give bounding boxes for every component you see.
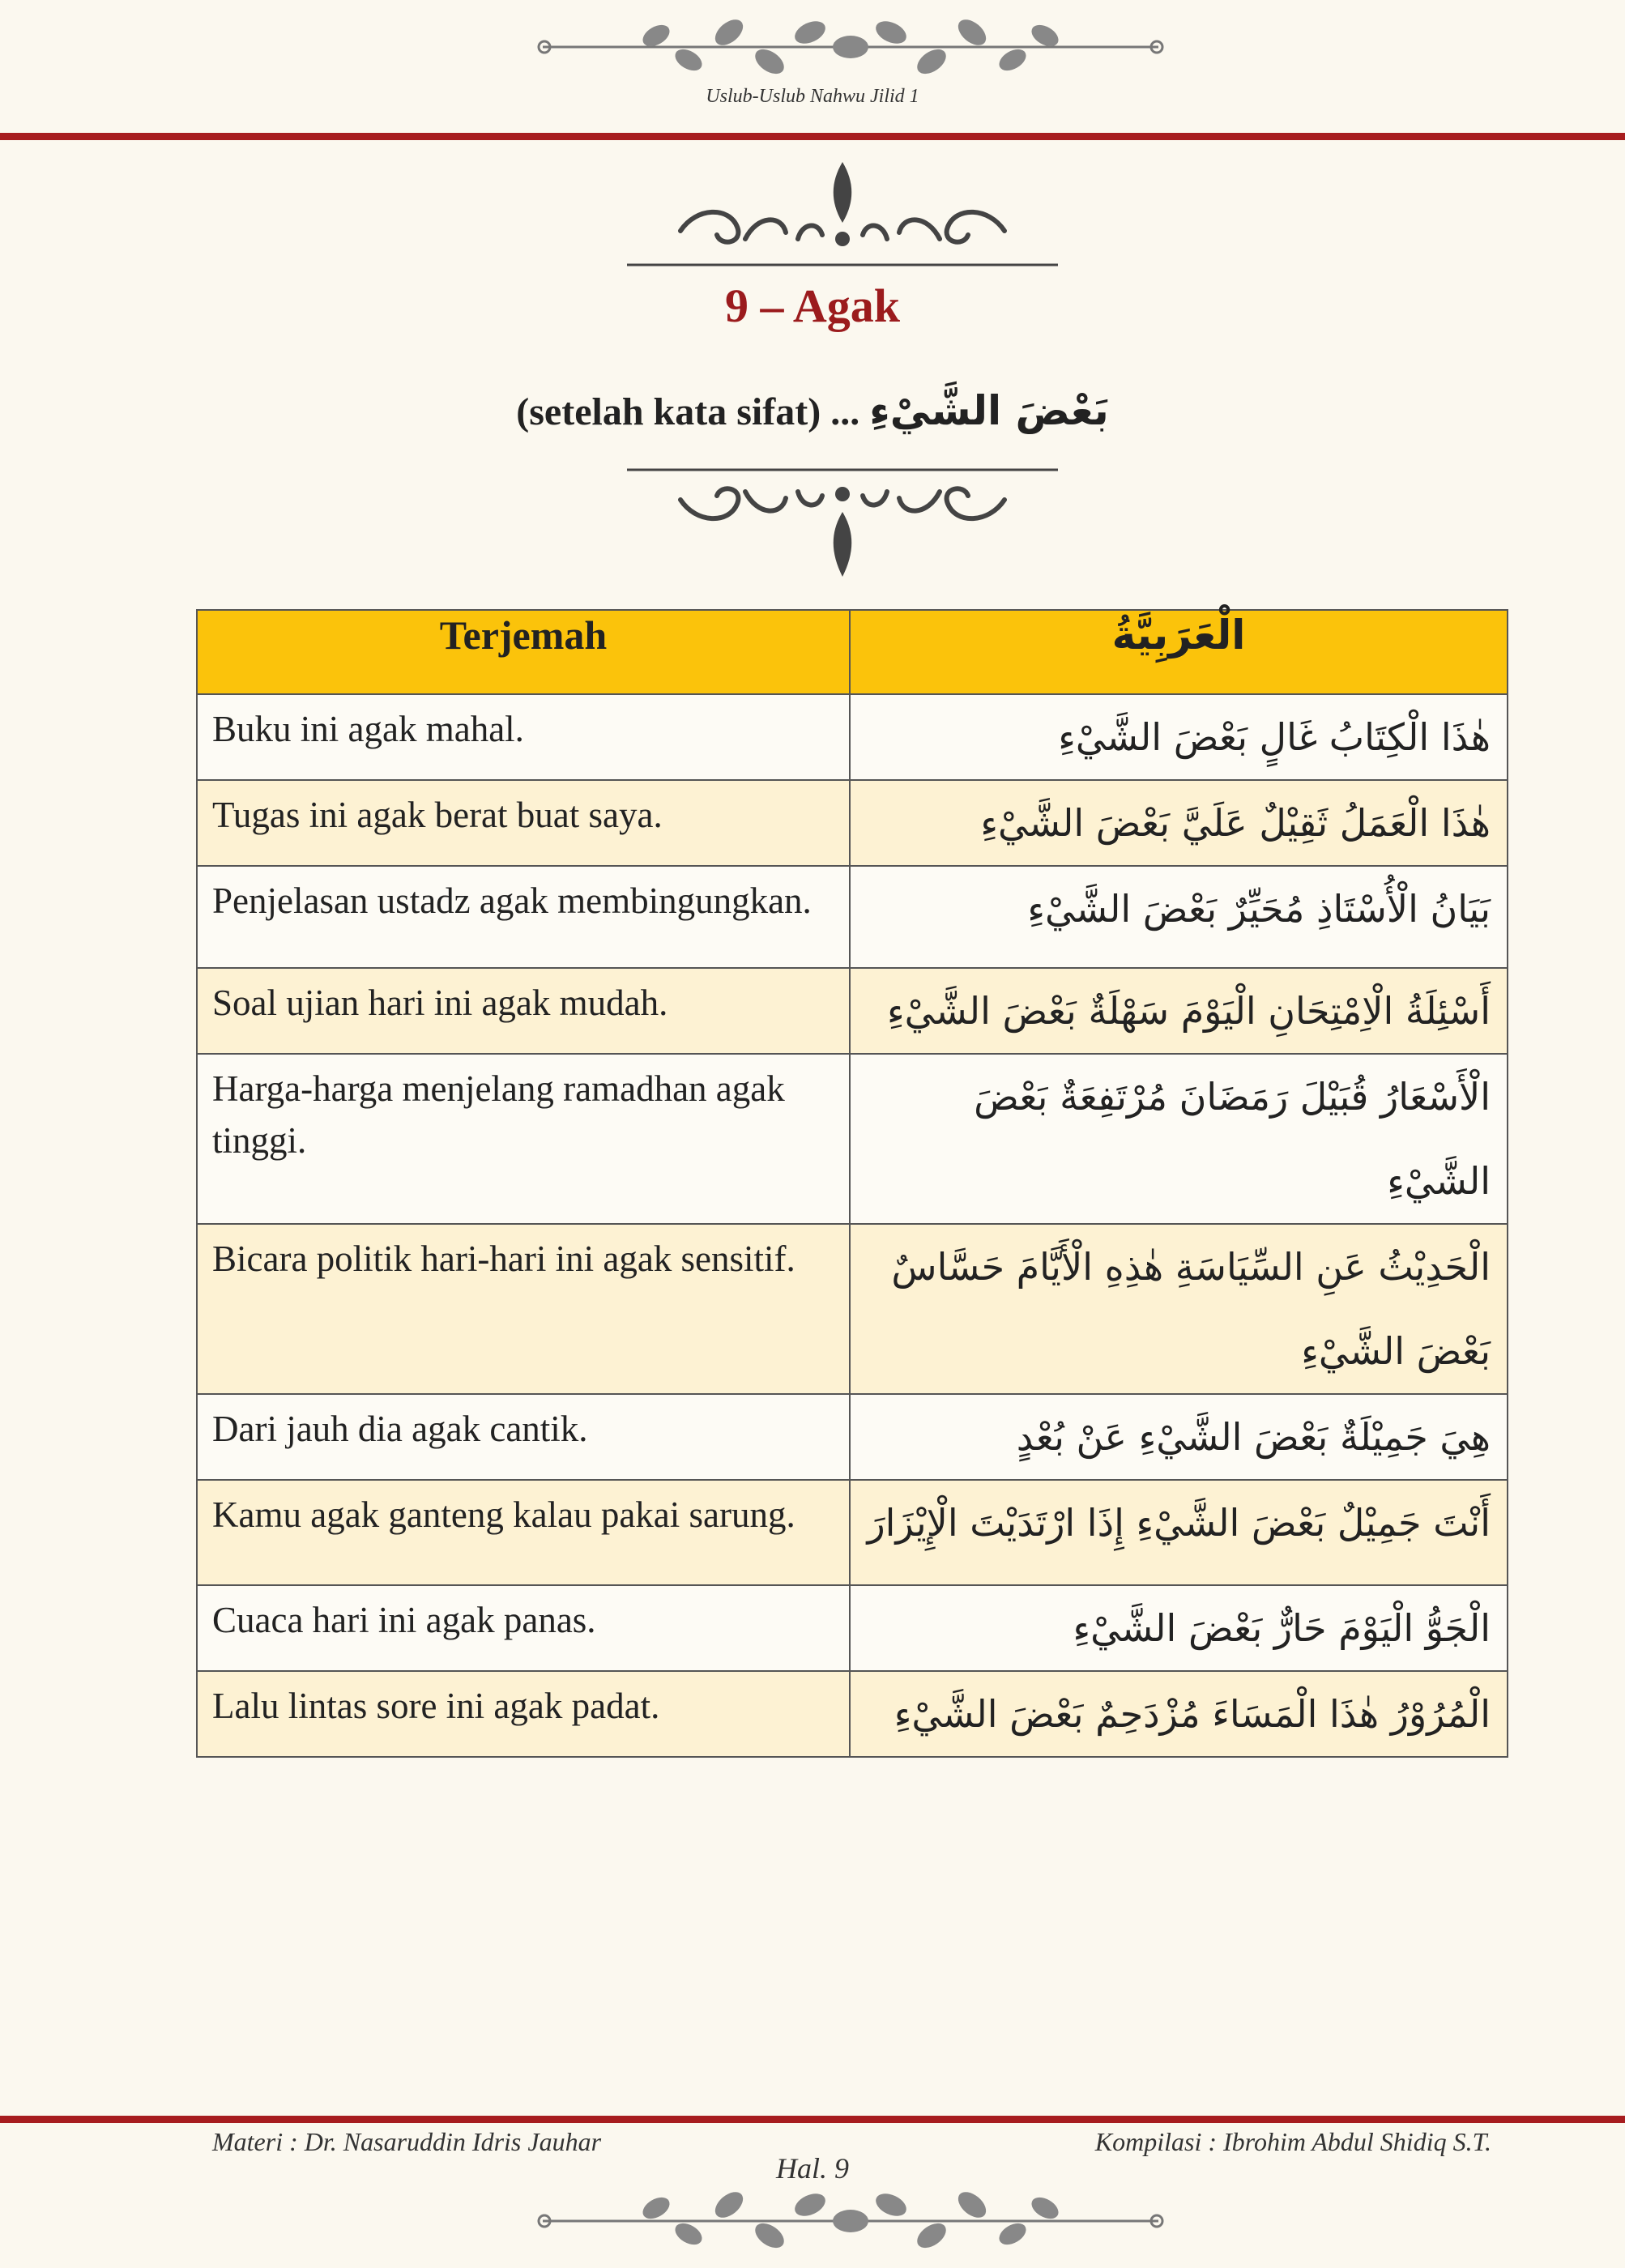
phrase-table [196, 609, 1508, 1758]
row-indonesian: Kamu agak ganteng kalau pakai sarung. [197, 1480, 850, 1585]
row-indonesian: Lalu lintas sore ini agak padat. [197, 1671, 850, 1757]
row-indonesian: Penjelasan ustadz agak membingungkan. [197, 866, 850, 968]
chapter-title: 9 – Agak [725, 279, 900, 332]
row-indonesian: Buku ini agak mahal. [197, 694, 850, 780]
header-arabic: الْعَرَبِيَّةُ [850, 610, 1508, 694]
table-row [197, 968, 1508, 1054]
row-arabic: هٰذَا الْعَمَلُ ثَقِيْلٌ عَلَيَّ بَعْضَ الشَّيْءِ [850, 780, 1508, 866]
table-row [197, 1671, 1508, 1757]
scroll-flourish-bottom-icon [624, 463, 1061, 585]
subtitle-arabic: بَعْضَ الشَّيْءِ [869, 387, 1109, 434]
header-indonesian: Terjemah [197, 610, 850, 694]
table-row [197, 694, 1508, 780]
footer-materi: Materi : Dr. Nasaruddin Idris Jauhar [212, 2127, 602, 2156]
leaf-vine-ornament-top-icon [535, 15, 1167, 79]
subtitle-dots: ... [830, 390, 860, 433]
row-arabic: هٰذَا الْكِتَابُ غَالٍ بَعْضَ الشَّيْءِ [850, 694, 1508, 780]
row-arabic: الْمُرُوْرُ هٰذَا الْمَسَاءَ مُزْدَحِمٌ بَعْضَ الشَّيْءِ [850, 1671, 1508, 1757]
row-indonesian: Harga-harga menjelang ramadhan agak tinggi. [197, 1054, 850, 1224]
footer-rule [0, 2116, 1625, 2123]
table-row [197, 1585, 1508, 1671]
leaf-vine-ornament-bottom-icon [535, 2185, 1167, 2253]
row-arabic: الْحَدِيْثُ عَنِ السِّيَاسَةِ هٰذِهِ الْأَيَّامَ حَسَّاسٌ بَعْضَ الشَّيْءِ [850, 1224, 1508, 1394]
chapter-subtitle [0, 387, 1625, 434]
row-indonesian: Dari jauh dia agak cantik. [197, 1394, 850, 1480]
scroll-flourish-top-icon [624, 158, 1061, 271]
table-row [197, 1054, 1508, 1224]
row-arabic: هِيَ جَمِيْلَةٌ بَعْضَ الشَّيْءِ عَنْ بُعْدٍ [850, 1394, 1508, 1480]
row-arabic: الْجَوُّ الْيَوْمَ حَارٌّ بَعْضَ الشَّيْءِ [850, 1585, 1508, 1671]
row-arabic: أَنْتَ جَمِيْلٌ بَعْضَ الشَّيْءِ إِذَا ارْتَدَيْتَ الْإِيْزَارَ [850, 1480, 1508, 1585]
subtitle-note: (setelah kata sifat) [516, 390, 821, 433]
row-indonesian: Tugas ini agak berat buat saya. [197, 780, 850, 866]
page-number: Hal. 9 [776, 2152, 849, 2185]
table-row [197, 1224, 1508, 1394]
table-row [197, 1480, 1508, 1585]
row-indonesian: Cuaca hari ini agak panas. [197, 1585, 850, 1671]
row-arabic: الْأَسْعَارُ قُبَيْلَ رَمَضَانَ مُرْتَفِعَةٌ بَعْضَ الشَّيْءِ [850, 1054, 1508, 1224]
row-indonesian: Bicara politik hari-hari ini agak sensitif. [197, 1224, 850, 1394]
table-row [197, 780, 1508, 866]
book-title: Uslub-Uslub Nahwu Jilid 1 [706, 86, 919, 107]
table-row [197, 1394, 1508, 1480]
row-indonesian: Soal ujian hari ini agak mudah. [197, 968, 850, 1054]
row-arabic: بَيَانُ الْأُسْتَاذِ مُحَيِّرٌ بَعْضَ الشَّيْءِ [850, 866, 1508, 968]
footer-kompilasi: Kompilasi : Ibrohim Abdul Shidiq S.T. [1094, 2127, 1491, 2156]
table-header-row [197, 610, 1508, 694]
row-arabic: أَسْئِلَةُ الْاِمْتِحَانِ الْيَوْمَ سَهْلَةٌ بَعْضَ الشَّيْءِ [850, 968, 1508, 1054]
header-rule [0, 133, 1625, 140]
table-row [197, 866, 1508, 968]
